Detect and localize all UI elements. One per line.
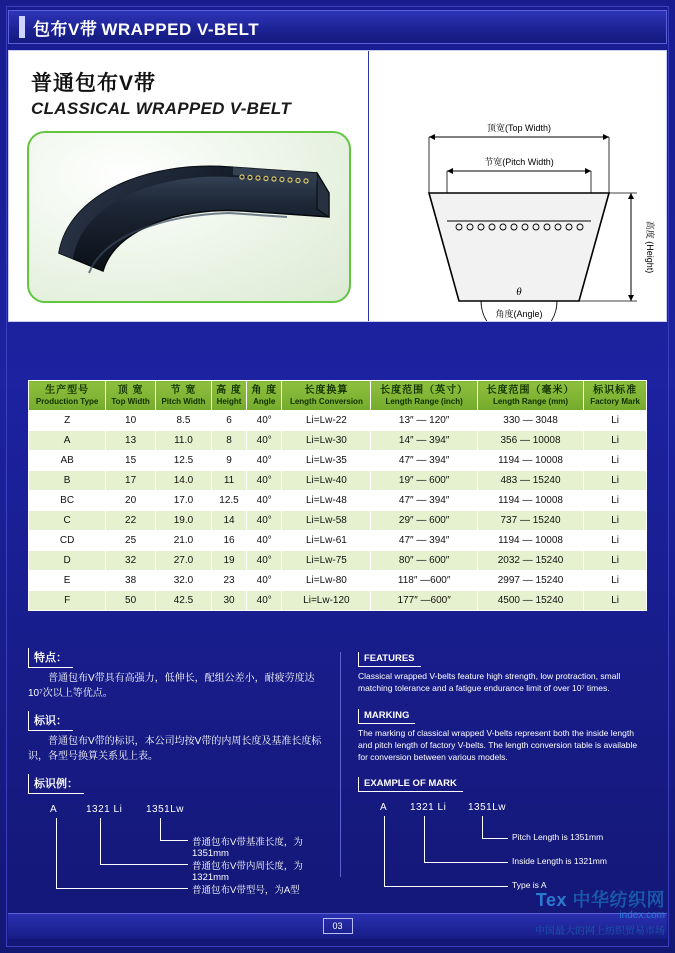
table-cell: 8.5: [155, 410, 211, 430]
table-cell: 19: [211, 550, 246, 570]
table-cell: 50: [106, 590, 156, 610]
leader-en-type-v: [384, 816, 385, 886]
table-cell: 16: [211, 530, 246, 550]
bottom-notes: [28, 648, 647, 906]
v-belt-illustration: [29, 133, 351, 303]
table-cell: Li: [584, 450, 647, 470]
intro-left: [9, 51, 369, 321]
table-cell: Li=Lw-40: [282, 470, 371, 490]
table-cell: 14″ — 394″: [371, 430, 477, 450]
table-cell: 6: [211, 410, 246, 430]
intro-right: [369, 51, 666, 321]
leader-type-v: [56, 818, 57, 888]
table-cell: 30: [211, 590, 246, 610]
table-row: [29, 570, 647, 590]
table-row: [29, 550, 647, 570]
leader-en-inside-v: [424, 816, 425, 862]
table-cell: Li=Lw-48: [282, 490, 371, 510]
table-cell: Li=Lw-30: [282, 430, 371, 450]
table-cell: Li=Lw-35: [282, 450, 371, 470]
table-cell: 1194 — 10008: [477, 530, 583, 550]
table-cell: 80″ — 600″: [371, 550, 477, 570]
notes-english: [358, 648, 647, 912]
table-cell: 330 — 3048: [477, 410, 583, 430]
leader-en-pitch-h: [482, 838, 508, 839]
leader-en-type-h: [384, 886, 508, 887]
table-cell: 8: [211, 430, 246, 450]
table-cell: Li: [584, 550, 647, 570]
table-cell: 11.0: [155, 430, 211, 450]
header-accent-bar: [19, 16, 25, 38]
table-cell: 12.5: [155, 450, 211, 470]
note-cn-inside: 普通包布V带内周长度，为1321mm: [192, 861, 303, 883]
table-cell: Li=Lw-22: [282, 410, 371, 430]
spec-table-body: [29, 410, 647, 610]
table-cell: 13: [106, 430, 156, 450]
features-en-body: Classical wrapped V-belts feature high strength, low protraction, small matching tolerance and a fatigue endurance limit of over 10⁷ times.: [358, 671, 621, 693]
table-cell: 13″ — 120″: [371, 410, 477, 430]
label-pitch-width: 节宽(Pitch Width): [484, 157, 554, 167]
table-cell: 1194 — 10008: [477, 450, 583, 470]
marking-en-label: MARKING: [358, 709, 415, 724]
notes-chinese: [28, 648, 328, 914]
table-cell: Li: [584, 430, 647, 450]
table-cell: 9: [211, 450, 246, 470]
header-title-en: WRAPPED V-BELT: [101, 19, 260, 39]
table-cell: Z: [29, 410, 106, 430]
spec-table: [28, 380, 647, 611]
watermark-url: index.com: [619, 910, 665, 921]
table-cell: 17: [106, 470, 156, 490]
table-cell: Li: [584, 410, 647, 430]
note-cn-type: 普通包布V带型号，为A型: [192, 885, 300, 896]
table-row: [29, 430, 647, 450]
leader-en-inside-h: [424, 862, 508, 863]
watermark-brand-cn: 中华纺织网: [572, 890, 665, 910]
table-cell: D: [29, 550, 106, 570]
page-header: [8, 10, 667, 44]
th-height: 高 度 Height: [211, 381, 246, 411]
table-cell: 47″ — 394″: [371, 530, 477, 550]
note-en-pitch: Pitch Length is 1351mm: [512, 832, 604, 843]
intro-panel: [8, 50, 667, 322]
table-cell: 40°: [247, 530, 282, 550]
table-cell: 40°: [247, 470, 282, 490]
page-number: 03: [323, 918, 353, 934]
th-pitch-width: 节 宽 Pitch Width: [155, 381, 211, 411]
label-angle: 角度(Angle): [495, 309, 543, 319]
th-angle: 角 度 Angle: [247, 381, 282, 411]
table-cell: 38: [106, 570, 156, 590]
label-angle-symbol: θ: [516, 286, 522, 298]
note-en-inside: Inside Length is 1321mm: [512, 856, 607, 867]
table-cell: 22: [106, 510, 156, 530]
table-cell: AB: [29, 450, 106, 470]
features-cn-label: 特点：: [28, 648, 73, 668]
table-cell: Li: [584, 570, 647, 590]
table-cell: Li: [584, 490, 647, 510]
table-cell: Li=Lw-75: [282, 550, 371, 570]
column-divider: [340, 652, 341, 877]
table-cell: 4500 — 15240: [477, 590, 583, 610]
table-cell: 20: [106, 490, 156, 510]
table-cell: Li: [584, 470, 647, 490]
table-cell: 32: [106, 550, 156, 570]
watermark-brand-en: Tex: [535, 890, 567, 910]
table-cell: Li=Lw-120: [282, 590, 371, 610]
table-cell: Li: [584, 510, 647, 530]
mark-example-cn: [28, 804, 328, 914]
table-cell: 1194 — 10008: [477, 490, 583, 510]
th-production-type: 生产型号 Production Type: [29, 381, 106, 411]
th-length-range-mm: 长度范围（毫米） Length Range (mm): [477, 381, 583, 411]
mark-en-pitch: 1351Lw: [468, 802, 507, 814]
table-cell: 40°: [247, 490, 282, 510]
table-cell: 40°: [247, 550, 282, 570]
table-cell: Li=Lw-58: [282, 510, 371, 530]
table-cell: 40°: [247, 510, 282, 530]
marking-en-body: The marking of classical wrapped V-belts represent both the inside length and pitch length of factory V-belts. The length conversion table is available for conversion between various models.: [358, 727, 638, 762]
table-cell: C: [29, 510, 106, 530]
table-cell: Li: [584, 590, 647, 610]
table-row: [29, 490, 647, 510]
header-title: [33, 15, 259, 40]
watermark-tagline: 中国最大的网上纺织贸易市场: [535, 926, 665, 937]
table-cell: 118″ —600″: [371, 570, 477, 590]
mark-en-inside: 1321 Li: [410, 802, 447, 814]
table-cell: 14.0: [155, 470, 211, 490]
table-cell: B: [29, 470, 106, 490]
table-row: [29, 450, 647, 470]
table-cell: Li: [584, 530, 647, 550]
th-factory-mark: 标识标准 Factory Mark: [584, 381, 647, 411]
table-cell: 47″ — 394″: [371, 450, 477, 470]
mark-cn-inside: 1321 Li: [86, 804, 123, 815]
table-row: [29, 530, 647, 550]
table-cell: 10: [106, 410, 156, 430]
table-row: [29, 470, 647, 490]
leader-pitch-v: [160, 818, 161, 840]
table-cell: 177″ —600″: [371, 590, 477, 610]
table-cell: 21.0: [155, 530, 211, 550]
th-top-width: 顶 宽 Top Width: [106, 381, 156, 411]
th-length-conversion: 长度换算 Length Conversion: [282, 381, 371, 411]
note-cn-pitch: 普通包布V带基准长度，为1351mm: [192, 837, 303, 859]
table-cell: Li=Lw-61: [282, 530, 371, 550]
leader-inside-v: [100, 818, 101, 864]
header-title-cn: 包布V带: [33, 19, 98, 39]
table-cell: 483 — 15240: [477, 470, 583, 490]
table-cell: 29″ — 600″: [371, 510, 477, 530]
table-cell: 19.0: [155, 510, 211, 530]
table-cell: E: [29, 570, 106, 590]
leader-pitch-h: [160, 840, 188, 841]
table-cell: 40°: [247, 410, 282, 430]
table-row: [29, 410, 647, 430]
table-cell: 19″ — 600″: [371, 470, 477, 490]
table-cell: 14: [211, 510, 246, 530]
table-cell: Li=Lw-80: [282, 570, 371, 590]
table-cell: 25: [106, 530, 156, 550]
table-cell: 40°: [247, 430, 282, 450]
table-cell: BC: [29, 490, 106, 510]
intro-title-en: CLASSICAL WRAPPED V-BELT: [31, 99, 291, 118]
note-en-type: Type is A: [512, 880, 547, 891]
marking-cn-label: 标识：: [28, 711, 73, 731]
marking-cn-body: 普通包布V带的标识，本公司均按V带的内周长度及基准长度标识，各型号换算关系见上表。: [28, 736, 322, 762]
table-cell: F: [29, 590, 106, 610]
table-cell: 32.0: [155, 570, 211, 590]
watermark-line1: [535, 886, 665, 912]
table-cell: 40°: [247, 590, 282, 610]
table-cell: 11: [211, 470, 246, 490]
features-cn-body: 普通包布V带具有高强力，低伸长，配组公差小，耐疲劳度达10⁷次以上等优点。: [28, 673, 315, 699]
product-photo: [27, 131, 351, 303]
table-cell: 737 — 15240: [477, 510, 583, 530]
features-en-label: FEATURES: [358, 652, 421, 667]
table-cell: 12.5: [211, 490, 246, 510]
table-cell: 40°: [247, 450, 282, 470]
table-cell: 15: [106, 450, 156, 470]
leader-type-h: [56, 888, 188, 889]
table-cell: A: [29, 430, 106, 450]
table-cell: 42.5: [155, 590, 211, 610]
leader-inside-h: [100, 864, 188, 865]
mark-en-type: A: [380, 802, 388, 814]
table-row: [29, 590, 647, 610]
mark-example-cn-label: 标识例：: [28, 774, 84, 794]
mark-cn-type: A: [50, 804, 58, 815]
table-cell: 47″ — 394″: [371, 490, 477, 510]
leader-en-pitch-v: [482, 816, 483, 838]
label-height: 高度 (Height): [645, 220, 655, 274]
table-row: [29, 510, 647, 530]
table-cell: 2032 — 15240: [477, 550, 583, 570]
mark-cn-pitch: 1351Lw: [146, 804, 185, 815]
table-cell: 356 — 10008: [477, 430, 583, 450]
watermark: [535, 886, 665, 937]
table-cell: 27.0: [155, 550, 211, 570]
intro-title-cn: 普通包布V带: [31, 72, 157, 95]
mark-example-en-label: EXAMPLE OF MARK: [358, 777, 463, 792]
table-cell: 40°: [247, 570, 282, 590]
table-cell: 2997 — 15240: [477, 570, 583, 590]
spec-table-wrap: [28, 380, 647, 611]
table-header-row: [29, 381, 647, 411]
label-top-width: 顶宽(Top Width): [486, 123, 552, 133]
table-cell: CD: [29, 530, 106, 550]
th-length-range-inch: 长度范围（英寸） Length Range (inch): [371, 381, 477, 411]
table-cell: 23: [211, 570, 246, 590]
cross-section-diagram: [369, 51, 666, 321]
table-cell: 17.0: [155, 490, 211, 510]
